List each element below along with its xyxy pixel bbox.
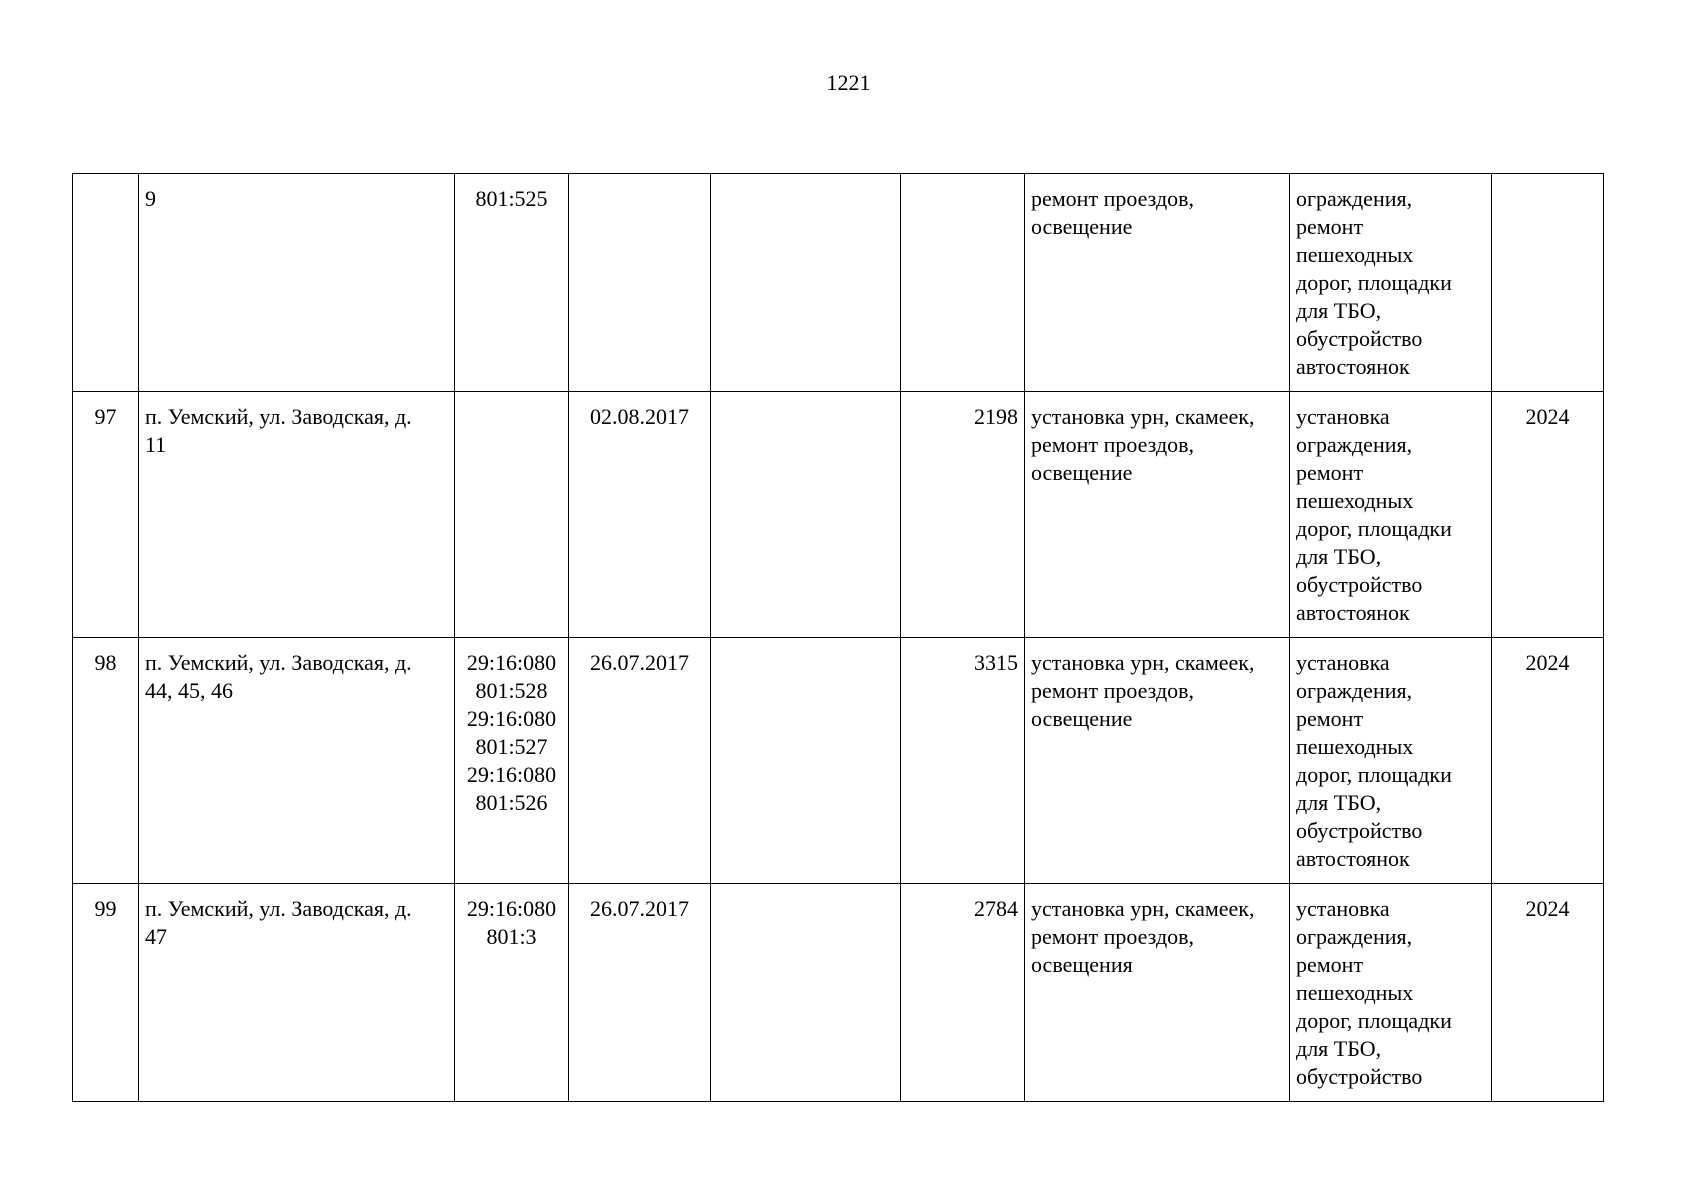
cadastral-number-cell: 801:525 <box>455 174 569 392</box>
table-row <box>73 392 1604 638</box>
additional-works-cell: установка ограждения, ремонт пешеходных дорог, площадки для ТБО, обустройство автостоянок <box>1290 392 1492 638</box>
cadastral-number-cell <box>455 392 569 638</box>
additional-works-cell: установка ограждения, ремонт пешеходных дорог, площадки для ТБО, обустройство <box>1290 884 1492 1102</box>
additional-works-cell: ограждения, ремонт пешеходных дорог, площадки для ТБО, обустройство автостоянок <box>1290 174 1492 392</box>
address-cell: п. Уемский, ул. Заводская, д. 44, 45, 46 <box>139 638 455 884</box>
row-number-cell: 98 <box>73 638 139 884</box>
cadastral-number-cell: 29:16:080 801:528 29:16:080 801:527 29:16:080 801:526 <box>455 638 569 884</box>
cadastral-number-cell: 29:16:080 801:3 <box>455 884 569 1102</box>
minimum-works-cell: установка урн, скамеек, ремонт проездов, освещения <box>1025 884 1290 1102</box>
minimum-works-cell: ремонт проездов, освещение <box>1025 174 1290 392</box>
address-cell: 9 <box>139 174 455 392</box>
area-cell: 2784 <box>901 884 1025 1102</box>
minimum-works-cell: установка урн, скамеек, ремонт проездов, освещение <box>1025 392 1290 638</box>
page-number: 1221 <box>826 70 871 95</box>
area-cell: 2198 <box>901 392 1025 638</box>
address-cell: п. Уемский, ул. Заводская, д. 47 <box>139 884 455 1102</box>
row-number-cell <box>73 174 139 392</box>
area-cell: 3315 <box>901 638 1025 884</box>
empty-cell <box>711 392 901 638</box>
date-cell: 26.07.2017 <box>569 884 711 1102</box>
table-row <box>73 174 1604 392</box>
row-number-cell: 97 <box>73 392 139 638</box>
year-cell <box>1492 174 1604 392</box>
date-cell <box>569 174 711 392</box>
additional-works-cell: установка ограждения, ремонт пешеходных дорог, площадки для ТБО, обустройство автостоянок <box>1290 638 1492 884</box>
year-cell: 2024 <box>1492 392 1604 638</box>
year-cell: 2024 <box>1492 638 1604 884</box>
date-cell: 02.08.2017 <box>569 392 711 638</box>
year-cell: 2024 <box>1492 884 1604 1102</box>
empty-cell <box>711 174 901 392</box>
table-row <box>73 884 1604 1102</box>
area-cell <box>901 174 1025 392</box>
row-number-cell: 99 <box>73 884 139 1102</box>
minimum-works-cell: установка урн, скамеек, ремонт проездов, освещение <box>1025 638 1290 884</box>
date-cell: 26.07.2017 <box>569 638 711 884</box>
registry-table <box>72 173 1604 1102</box>
address-cell: п. Уемский, ул. Заводская, д. 11 <box>139 392 455 638</box>
empty-cell <box>711 638 901 884</box>
table-row <box>73 638 1604 884</box>
empty-cell <box>711 884 901 1102</box>
